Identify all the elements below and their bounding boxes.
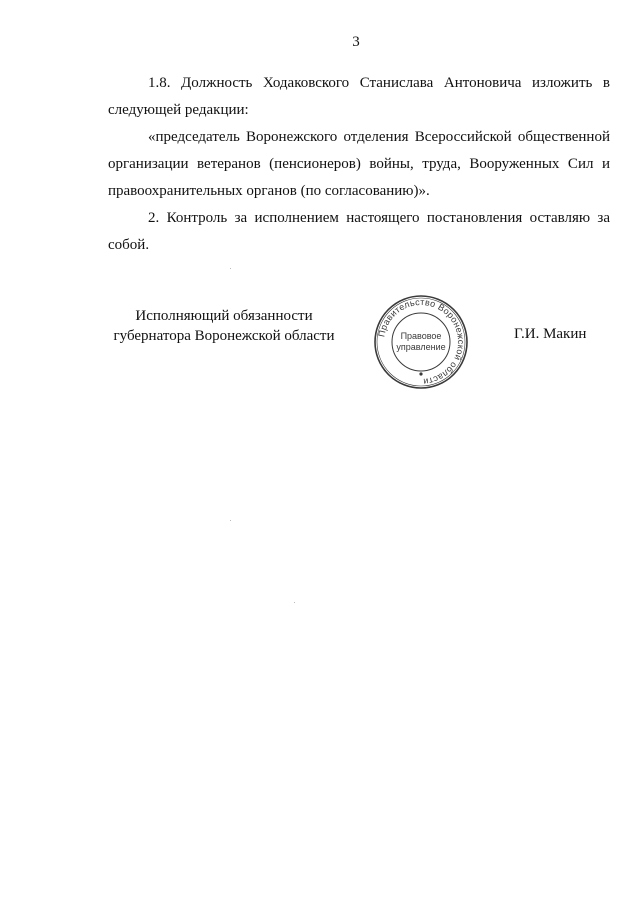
seal-icon bbox=[373, 294, 469, 390]
paragraph-item-1-8: 1.8. Должность Ходаковского Станислава Антоновича изложить в следующей редакции: bbox=[108, 75, 610, 118]
scan-speck bbox=[230, 520, 231, 521]
signatory-title-line-1: Исполняющий обязанности bbox=[135, 308, 313, 324]
seal-ring-text: Правительство Воронежской области bbox=[376, 296, 467, 387]
paragraph-item-2: 2. Контроль за исполнением настоящего постановления оставляю за собой. bbox=[108, 210, 610, 253]
paragraph-new-wording: «председатель Воронежского отделения Всероссийской общественной организации ветеранов (пенсионеров) войны, труда, Вооруженных Сил и правоохранительных органов (по согласованию)». bbox=[108, 129, 610, 199]
seal-center-line-1: Правовое bbox=[400, 331, 442, 341]
scan-speck bbox=[294, 602, 295, 603]
signatory-title-line-2: губернатора Воронежской области bbox=[113, 328, 335, 344]
page-number: 3 bbox=[352, 34, 360, 50]
document-body bbox=[108, 70, 610, 259]
seal-star-mark bbox=[419, 372, 422, 375]
scan-speck bbox=[230, 268, 231, 269]
seal-center-line-2: управление bbox=[396, 342, 446, 352]
official-seal-stamp bbox=[373, 294, 469, 390]
signatory-title bbox=[106, 306, 342, 346]
signatory-name: Г.И. Макин bbox=[514, 326, 587, 342]
